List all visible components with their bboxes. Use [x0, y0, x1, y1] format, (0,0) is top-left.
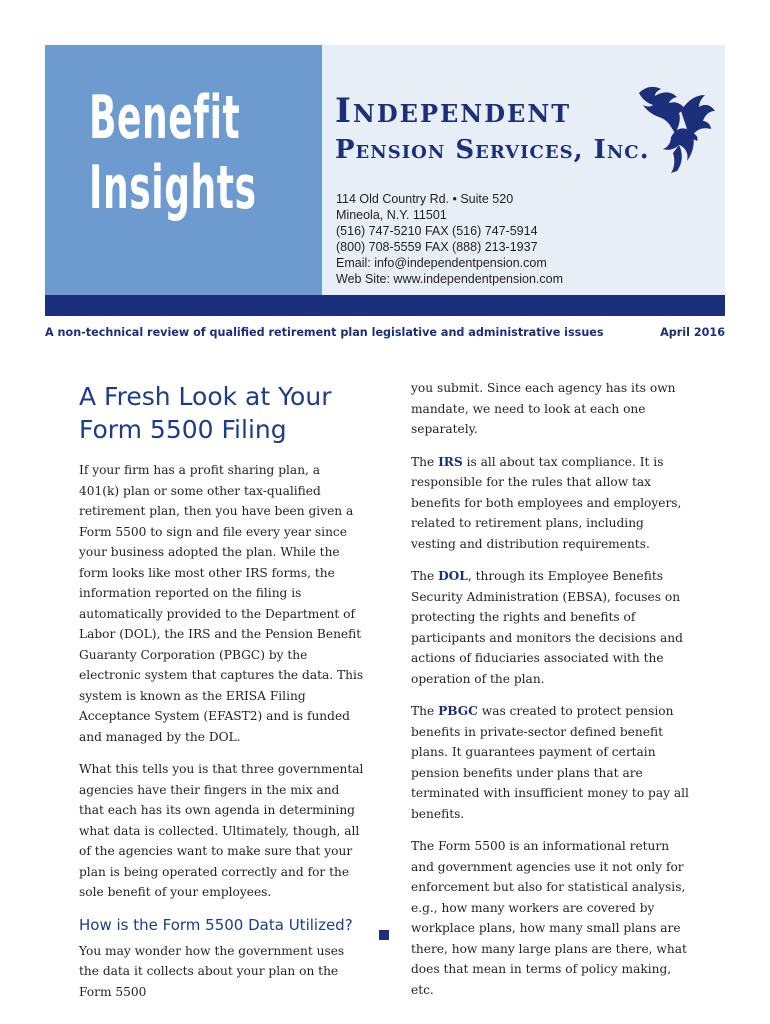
paragraph-irs: [411, 452, 691, 555]
tagline-text: A non-technical review of qualified retirement plan legislative and administrative issues: [45, 326, 604, 339]
masthead: [45, 45, 725, 316]
text-run: , through its Employee Benefits Security Administration (EBSA), focuses on protecting the rights and benefits of participants and monitors the decisions and actions of fiduciaries associated with the operation of the plan.: [411, 569, 683, 686]
text-run: was created to protect pension benefits in private-sector defined benefit plans. It guarantees payment of certain pension benefits under plans that are terminated with insufficient money to pay all benefits.: [411, 704, 689, 821]
text-run: is all about tax compliance. It is responsible for the rules that allow tax benefits for both employees and employers, related to retirement plans, including vesting and distribution requirements.: [411, 454, 682, 551]
text-run: The: [411, 454, 439, 469]
newsletter-title-line-1: Benefit: [89, 83, 241, 153]
continuation-marker: [379, 930, 389, 940]
contact-address: 114 Old Country Rd. • Suite 520: [336, 192, 514, 206]
article-subhead: How is the Form 5500 Data Utilized?: [79, 915, 353, 934]
paragraph: If your firm has a profit sharing plan, a 401(k) plan or some other tax-qualified retirement plan, then you have been given a Form 5500 to sign and file every year since your business adopted the plan. While the form looks like most other IRS forms, the information reported on the filing is automatically provided to the Department of Labor (DOL), the IRS and the Pension Benefit Guaranty Corporation (PBGC) by the electronic system that captures the data. This system is known as the ERISA Filing Acceptance System (EFAST2) and is funded and managed by the DOL.: [79, 463, 364, 744]
article-title: A Fresh Look at Your Form 5500 Filing: [79, 382, 332, 444]
contact-phone-tollfree: (800) 708-5559 FAX (888) 213-1937: [336, 240, 538, 254]
contact-block: [336, 191, 563, 287]
tagline: [45, 326, 725, 339]
paragraph: What this tells you is that three governmental agencies have their fingers in the mix and that each has its own agenda in determining what data is collected. Ultimately, though, all of the agencies want to make sure that your plan is being operated correctly and for the sole benefit of your employees.: [79, 762, 364, 899]
contact-website[interactable]: Web Site: www.independentpension.com: [336, 272, 563, 286]
contact-email[interactable]: Email: info@independentpension.com: [336, 256, 547, 270]
paragraph: The Form 5500 is an informational return and government agencies use it not only for enforcement but also for statistical analysis, e.g., how many workers are covered by workplace plans, how many small plans are there, how many large plans are there, what does that mean in terms of policy making, etc.: [411, 839, 687, 997]
company-name-line-1: Independent: [335, 91, 572, 131]
agency-name-pbgc: PBGC: [438, 704, 478, 718]
agency-name-irs: IRS: [438, 454, 463, 469]
article-right-column: [411, 378, 691, 1012]
article-left-column: [79, 380, 364, 1014]
company-name-line-2: Pension Services, Inc.: [335, 135, 650, 165]
text-run: The: [411, 569, 439, 583]
agency-name-dol: DOL: [438, 569, 468, 583]
contact-city: Mineola, N.Y. 11501: [336, 208, 447, 222]
eagle-logo-icon: [635, 83, 717, 175]
paragraph-pbgc: [411, 701, 691, 824]
masthead-bar: [45, 295, 725, 316]
newsletter-title-line-2: Insights: [89, 153, 257, 223]
company-name: [335, 91, 650, 167]
contact-phone-local: (516) 747-5210 FAX (516) 747-5914: [336, 224, 538, 238]
newsletter-title: [89, 83, 257, 223]
text-run: The: [411, 704, 439, 718]
paragraph: you submit. Since each agency has its own mandate, we need to look at each one separately.: [411, 381, 676, 436]
paragraph: You may wonder how the government uses the data it collects about your plan on the Form 5500: [79, 943, 345, 999]
paragraph-dol: [411, 566, 691, 689]
issue-date: April 2016: [660, 326, 725, 339]
